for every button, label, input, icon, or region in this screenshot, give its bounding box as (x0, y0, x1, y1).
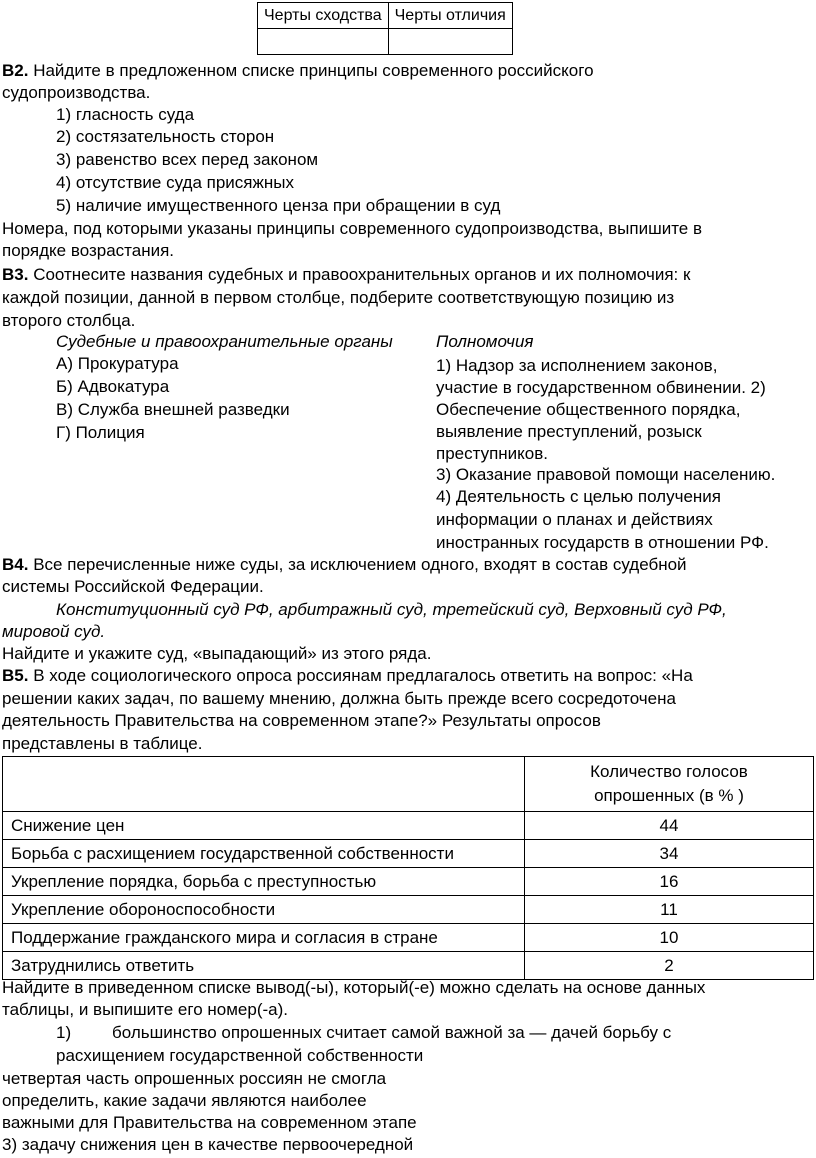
b5-instruction-cont: таблицы, и выпишите его номер(-а). (2, 1000, 288, 1019)
b2-instruction: Номера, под которыми указаны принципы современного судопроизводства, выпишите в (2, 219, 703, 238)
table-cell-empty (3, 757, 525, 812)
b3-question-cont: второго столбца. (2, 311, 136, 330)
table-row (3, 924, 814, 952)
value-cell: 2 (525, 952, 814, 980)
table-cell-empty (388, 29, 512, 55)
b2-question-cont: судопроизводства. (2, 83, 151, 102)
court-list-cont: мировой суд. (2, 622, 106, 641)
list-item: 2) состязательность сторон (56, 127, 275, 146)
court-list: Конституционный суд РФ, арбитражный суд, третейский суд, Верховный суд РФ, (56, 600, 727, 619)
power-line: Обеспечение общественного порядка, (436, 400, 741, 419)
option-text-2-cont: важными для Правительства на современном этапе (2, 1113, 417, 1132)
b3-col2-header: Полномочия (436, 332, 534, 351)
task-cell: Затруднились ответить (3, 952, 525, 980)
table-header-similarity: Черты сходства (258, 3, 389, 29)
list-item: 4) отсутствие суда присяжных (56, 173, 294, 192)
b4-question-cont: системы Российской Федерации. (2, 577, 264, 596)
list-item: 3) равенство всех перед законом (56, 150, 319, 169)
b5-question: В5. В ходе социологического опроса россиянам предлагалось ответить на вопрос: «На (2, 666, 693, 685)
survey-results-table (2, 756, 814, 980)
power-line: выявление преступлений, розыск (436, 422, 702, 441)
b5-label: В5. (2, 666, 29, 685)
b3-col1-header: Судебные и правоохранительные органы (56, 332, 393, 351)
table-row (3, 952, 814, 980)
table-row (3, 840, 814, 868)
task-cell: Укрепление обороноспособности (3, 896, 525, 924)
power-line: 3) Оказание правовой помощи населению. (436, 465, 776, 484)
b2-question: В2. Найдите в предложенном списке принципы современного российского (2, 61, 594, 80)
b4-question: В4. Все перечисленные ниже суды, за исключением одного, входят в состав судебной (2, 555, 687, 574)
b3-label: В3. (2, 265, 29, 284)
option-text-2-cont: определить, какие задачи являются наиболее (2, 1091, 367, 1110)
list-item: 1) гласность суда (56, 105, 195, 124)
option-text-2: четвертая часть опрошенных россиян не смогла (2, 1069, 387, 1088)
similarity-difference-table (257, 2, 513, 55)
b2-instruction-cont: порядке возрастания. (2, 241, 175, 260)
b5-question-cont: деятельность Правительства на современном этапе?» Результаты опросов (2, 711, 601, 730)
table-header-difference: Черты отличия (388, 3, 512, 29)
option-number: 1) (56, 1023, 72, 1042)
table-row (3, 868, 814, 896)
organ-item: Б) Адвокатура (56, 377, 170, 396)
value-cell: 44 (525, 812, 814, 840)
option-text-3: 3) задачу снижения цен в качестве первоочередной (2, 1135, 414, 1154)
power-line: иностранных государств в отношении РФ. (436, 533, 769, 552)
table-cell-empty (258, 29, 389, 55)
b5-instruction: Найдите в приведенном списке вывод(-ы), который(-е) можно сделать на основе данных (2, 978, 706, 997)
b2-label: В2. (2, 61, 29, 80)
b4-label: В4. (2, 555, 29, 574)
task-cell: Поддержание гражданского мира и согласия в стране (3, 924, 525, 952)
b3-question-cont: каждой позиции, данной в первом столбце, подберите соответствующую позицию из (2, 288, 675, 307)
organ-item: А) Прокуратура (56, 354, 179, 373)
b5-question-cont: представлены в таблице. (2, 734, 203, 753)
organ-item: В) Служба внешней разведки (56, 400, 290, 419)
power-line: участие в государственном обвинении. 2) (436, 378, 766, 397)
table-row (3, 896, 814, 924)
list-item: 5) наличие имущественного ценза при обращении в суд (56, 196, 501, 215)
table-row (3, 812, 814, 840)
task-cell: Снижение цен (3, 812, 525, 840)
value-cell: 16 (525, 868, 814, 896)
b5-question-cont: решении каких задач, по вашему мнению, должна быть прежде всего сосредоточена (2, 689, 676, 708)
power-line: 1) Надзор за исполнением законов, (436, 356, 718, 375)
value-cell: 11 (525, 896, 814, 924)
organ-item: Г) Полиция (56, 423, 145, 442)
option-text-cont: расхищением государственной собственности (56, 1046, 424, 1065)
b4-instruction: Найдите и укажите суд, «выпадающий» из этого ряда. (2, 644, 432, 663)
b3-question: В3. Соотнесите названия судебных и правоохранительных органов и их полномочия: к (2, 265, 691, 284)
option-text: большинство опрошенных считает самой важной за — дачей борьбу с (112, 1023, 672, 1042)
votes-header: Количество голосов опрошенных (в % ) (525, 757, 814, 812)
task-cell: Укрепление порядка, борьба с преступностью (3, 868, 525, 896)
power-line: преступников. (436, 444, 549, 463)
task-cell: Борьба с расхищением государственной собственности (3, 840, 525, 868)
value-cell: 10 (525, 924, 814, 952)
power-line: 4) Деятельность с целью получения (436, 487, 721, 506)
power-line: информации о планах и действиях (436, 510, 713, 529)
value-cell: 34 (525, 840, 814, 868)
